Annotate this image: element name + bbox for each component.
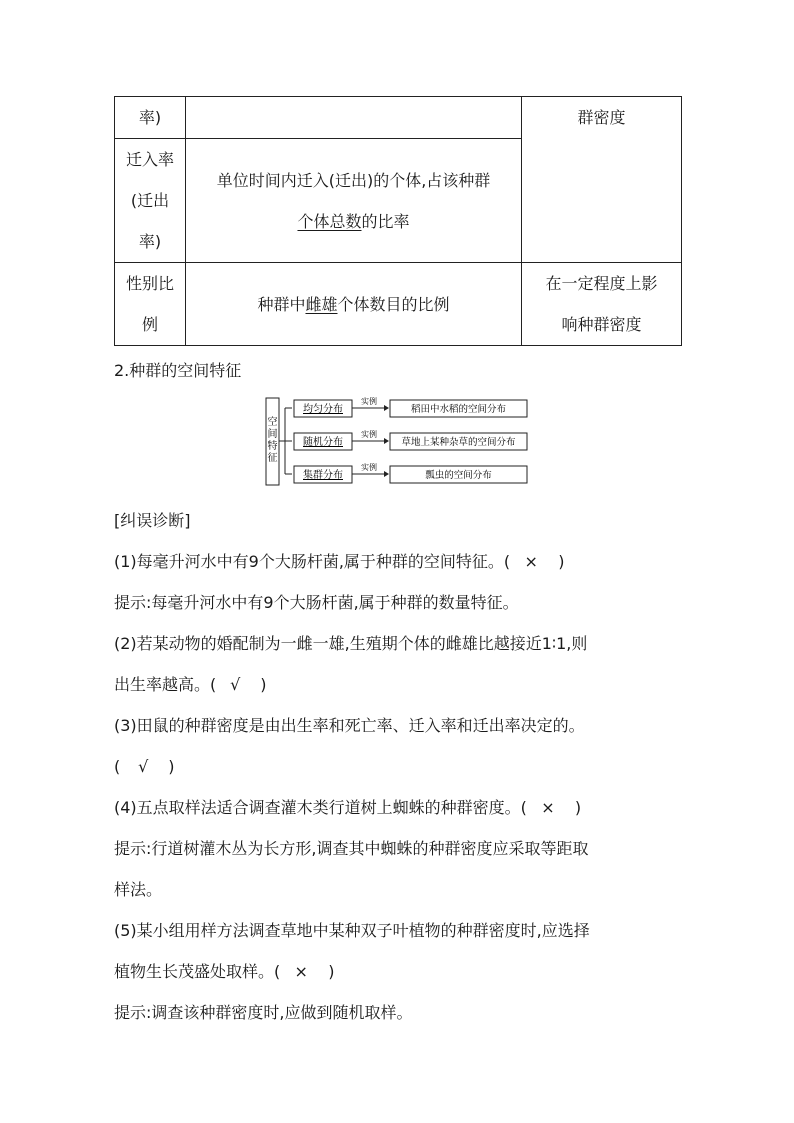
correct-mark: √ xyxy=(138,757,149,776)
table-cell xyxy=(522,263,682,346)
root-char: 特 xyxy=(267,441,278,452)
cell-line: 响种群密度 xyxy=(561,315,642,334)
wrong-mark: × xyxy=(294,962,308,981)
question-line xyxy=(114,664,684,705)
question-line xyxy=(114,951,684,992)
cell-line xyxy=(190,201,517,242)
hint-line: 提示:调查该种群密度时,应做到随机取样。 xyxy=(114,1003,413,1022)
line-text: (4)五点取样法适合调查灌木类行道树上蜘蛛的种群密度。( xyxy=(114,798,527,817)
line-text: ( xyxy=(114,757,121,776)
table-cell xyxy=(186,263,522,346)
question-line xyxy=(114,541,684,582)
cell-text: 个体数目的比例 xyxy=(337,294,450,314)
line-text: ) xyxy=(574,798,582,817)
wrong-mark: × xyxy=(524,552,538,571)
cell-line: 在一定程度上影 xyxy=(545,274,658,293)
table-cell xyxy=(115,139,186,263)
table-cell: 群密度 xyxy=(522,97,682,263)
example-label: 稻田中水稻的空间分布 xyxy=(410,404,507,415)
cell-line: 率) xyxy=(138,232,162,251)
table-row xyxy=(115,97,682,139)
correct-mark: √ xyxy=(230,675,241,694)
question-line: (3)田鼠的种群密度是由出生率和死亡率、迁入率和迁出率决定的。 xyxy=(114,716,585,735)
table-cell xyxy=(115,263,186,346)
line-text: 植物生长茂盛处取样。( xyxy=(114,962,281,981)
distribution-type-label: 均匀分布 xyxy=(303,404,343,415)
section-heading: 2.种群的空间特征 xyxy=(114,361,242,380)
table-cell xyxy=(186,139,522,263)
question-line xyxy=(114,787,684,828)
population-feature-table xyxy=(114,96,682,346)
cell-text: 的比率 xyxy=(361,211,410,231)
edge-label: 实例 xyxy=(361,430,377,439)
hint-line: 提示:每毫升河水中有9个大肠杆菌,属于种群的数量特征。 xyxy=(114,593,519,612)
table-cell xyxy=(186,97,522,139)
line-text: ) xyxy=(328,962,335,981)
question-line xyxy=(114,746,684,787)
cell-line: 单位时间内迁入(迁出)的个体,占该种群 xyxy=(216,170,491,190)
distribution-type-label: 集群分布 xyxy=(303,470,343,481)
branch-clumped xyxy=(285,462,527,483)
example-label: 草地上某种杂草的空间分布 xyxy=(401,437,516,448)
branch-uniform xyxy=(285,396,527,417)
edge-label: 实例 xyxy=(361,463,377,472)
distribution-type-label: 随机分布 xyxy=(303,437,343,448)
cell-line: 性别比 xyxy=(125,274,174,293)
line-text: 出生率越高。( xyxy=(114,675,217,694)
arrow-head xyxy=(384,471,389,477)
root-char: 空 xyxy=(267,417,278,428)
table-row xyxy=(115,263,682,346)
arrow-head xyxy=(384,405,389,411)
line-text: ) xyxy=(558,552,565,571)
arrow-head xyxy=(384,438,389,444)
line-text: ) xyxy=(260,675,267,694)
cell-line: (迁出 xyxy=(130,191,170,210)
cell-text: 种群中 xyxy=(257,294,306,314)
underlined-term: 个体总数 xyxy=(297,211,362,231)
diagnosis-title: [纠误诊断] xyxy=(114,511,191,530)
edge-label: 实例 xyxy=(361,397,377,406)
spatial-feature-diagram xyxy=(262,395,532,487)
root-char: 间 xyxy=(267,429,278,440)
underlined-term: 雌雄 xyxy=(305,294,338,314)
root-char: 征 xyxy=(267,453,278,464)
example-label: 瓢虫的空间分布 xyxy=(425,470,492,481)
cell-line: 迁入率 xyxy=(125,150,174,169)
table-cell: 率) xyxy=(115,97,186,139)
diagnosis-section xyxy=(114,500,684,1033)
question-line: (5)某小组用样方法调查草地中某种双子叶植物的种群密度时,应选择 xyxy=(114,921,590,940)
branch-random xyxy=(285,429,527,450)
question-line: (2)若某动物的婚配制为一雌一雄,生殖期个体的雌雄比越接近1∶1,则 xyxy=(114,634,588,653)
hint-line: 样法。 xyxy=(114,880,163,899)
hint-line: 提示:行道树灌木丛为长方形,调查其中蜘蛛的种群密度应采取等距取 xyxy=(114,839,589,858)
wrong-mark: × xyxy=(541,798,555,817)
line-text: (1)每毫升河水中有9个大肠杆菌,属于种群的空间特征。( xyxy=(114,552,511,571)
cell-line: 例 xyxy=(141,315,158,334)
line-text: ) xyxy=(168,757,175,776)
